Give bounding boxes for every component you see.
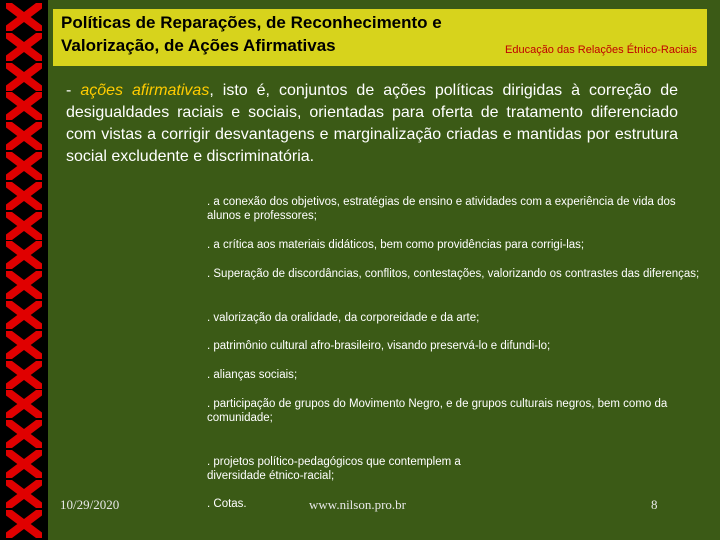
slide-title-line-2: Valorização, de Ações Afirmativas bbox=[61, 36, 336, 55]
x-mark-icon bbox=[6, 420, 42, 448]
bullet-text: ; bbox=[313, 210, 317, 222]
intro-text: , isto é, conjuntos de ações políticas dirigidas à correção de desigualdades raciais e sociais, orientadas para oferta de tratamento diferenciado com vistas a corrigir desvantagens e marginalização criadas e mantidas por estrutura social excludente e discriminatória. bbox=[66, 82, 678, 165]
bullet-text: . bbox=[207, 268, 214, 280]
x-mark-icon bbox=[6, 152, 42, 180]
x-mark-icon bbox=[6, 92, 42, 120]
bullet-item bbox=[207, 497, 287, 511]
x-mark-icon bbox=[6, 390, 42, 418]
bullet-text: ; bbox=[293, 369, 298, 381]
subject-label: Educação das Relações Étnico-Raciais bbox=[505, 44, 697, 56]
bullet-highlight: alianças sociais bbox=[213, 369, 294, 381]
x-mark-icon bbox=[6, 63, 42, 91]
bullet-text: , bem como providências para corrigi-las; bbox=[373, 239, 585, 251]
bullet-text: ; bbox=[696, 268, 700, 280]
intro-prefix: - bbox=[66, 82, 81, 99]
slide-title bbox=[61, 11, 442, 57]
bullet-item bbox=[207, 238, 703, 252]
bullet-highlight: Superação de discordâncias, conflitos, contestações, valorizando os contrastes das diferenças bbox=[213, 268, 697, 280]
slide-title-line-1: Políticas de Reparações, de Reconhecimento e bbox=[61, 13, 442, 32]
bullet-highlight: valorização da oralidade, da corporeidade e da arte bbox=[213, 312, 477, 324]
bullet-text: . bbox=[207, 312, 214, 324]
x-mark-icon bbox=[6, 182, 42, 210]
bullet-item bbox=[207, 267, 703, 281]
x-mark-icon bbox=[6, 450, 42, 478]
header-bar bbox=[53, 9, 707, 66]
x-mark-icon bbox=[6, 3, 42, 31]
bullet-item bbox=[207, 195, 703, 223]
x-mark-icon bbox=[6, 480, 42, 508]
bullet-text: . bbox=[207, 498, 214, 510]
bullet-highlight: patrimônio cultural afro-brasileiro bbox=[213, 340, 381, 352]
intro-paragraph bbox=[66, 80, 678, 168]
x-mark-icon bbox=[6, 241, 42, 269]
decorative-x-strip bbox=[0, 0, 48, 540]
x-mark-icon bbox=[6, 271, 42, 299]
footer-page-number: 8 bbox=[651, 497, 658, 512]
x-mark-icon bbox=[6, 122, 42, 150]
bullet-text: que contemplem a diversidade étnico-racial; bbox=[207, 456, 461, 482]
bullet-text: . bbox=[207, 340, 214, 352]
bullet-text: . bbox=[207, 369, 214, 381]
x-mark-icon bbox=[6, 331, 42, 359]
x-mark-icon bbox=[6, 212, 42, 240]
bullet-highlight: grupos do Movimento Negro, e de grupos culturais negros, bbox=[294, 398, 595, 410]
x-mark-icon bbox=[6, 510, 42, 538]
x-mark-icon bbox=[6, 301, 42, 329]
bullet-item bbox=[207, 368, 703, 382]
bullet-highlight: Cotas. bbox=[213, 498, 247, 510]
bullet-text: . a conexão dos objetivos, estratégias de ensino e atividades com a bbox=[207, 196, 555, 208]
footer-site: www.nilson.pro.br bbox=[309, 497, 407, 512]
intro-term: ações afirmativas bbox=[80, 82, 210, 99]
bullet-highlight: experiência de vida dos alunos e professores bbox=[207, 196, 676, 222]
bullet-text: , visando preservá-lo e difundi-lo; bbox=[380, 340, 551, 352]
x-mark-icon bbox=[6, 361, 42, 389]
bullet-item bbox=[207, 311, 703, 325]
bullet-text: . a bbox=[207, 239, 223, 251]
bullet-item bbox=[207, 455, 507, 483]
bullet-text: bem como da comunidade; bbox=[207, 398, 668, 424]
footer-date: 10/29/2020 bbox=[60, 497, 120, 512]
bullet-text: . bbox=[207, 456, 214, 468]
bullet-highlight: projetos político-pedagógicos bbox=[213, 456, 363, 468]
bullet-text: ; bbox=[476, 312, 480, 324]
bullet-highlight: crítica aos materiais didáticos bbox=[222, 239, 374, 251]
bullet-text: . participação de bbox=[207, 398, 295, 410]
x-mark-icon bbox=[6, 33, 42, 61]
bullet-item bbox=[207, 397, 687, 425]
bullet-item bbox=[207, 339, 703, 353]
